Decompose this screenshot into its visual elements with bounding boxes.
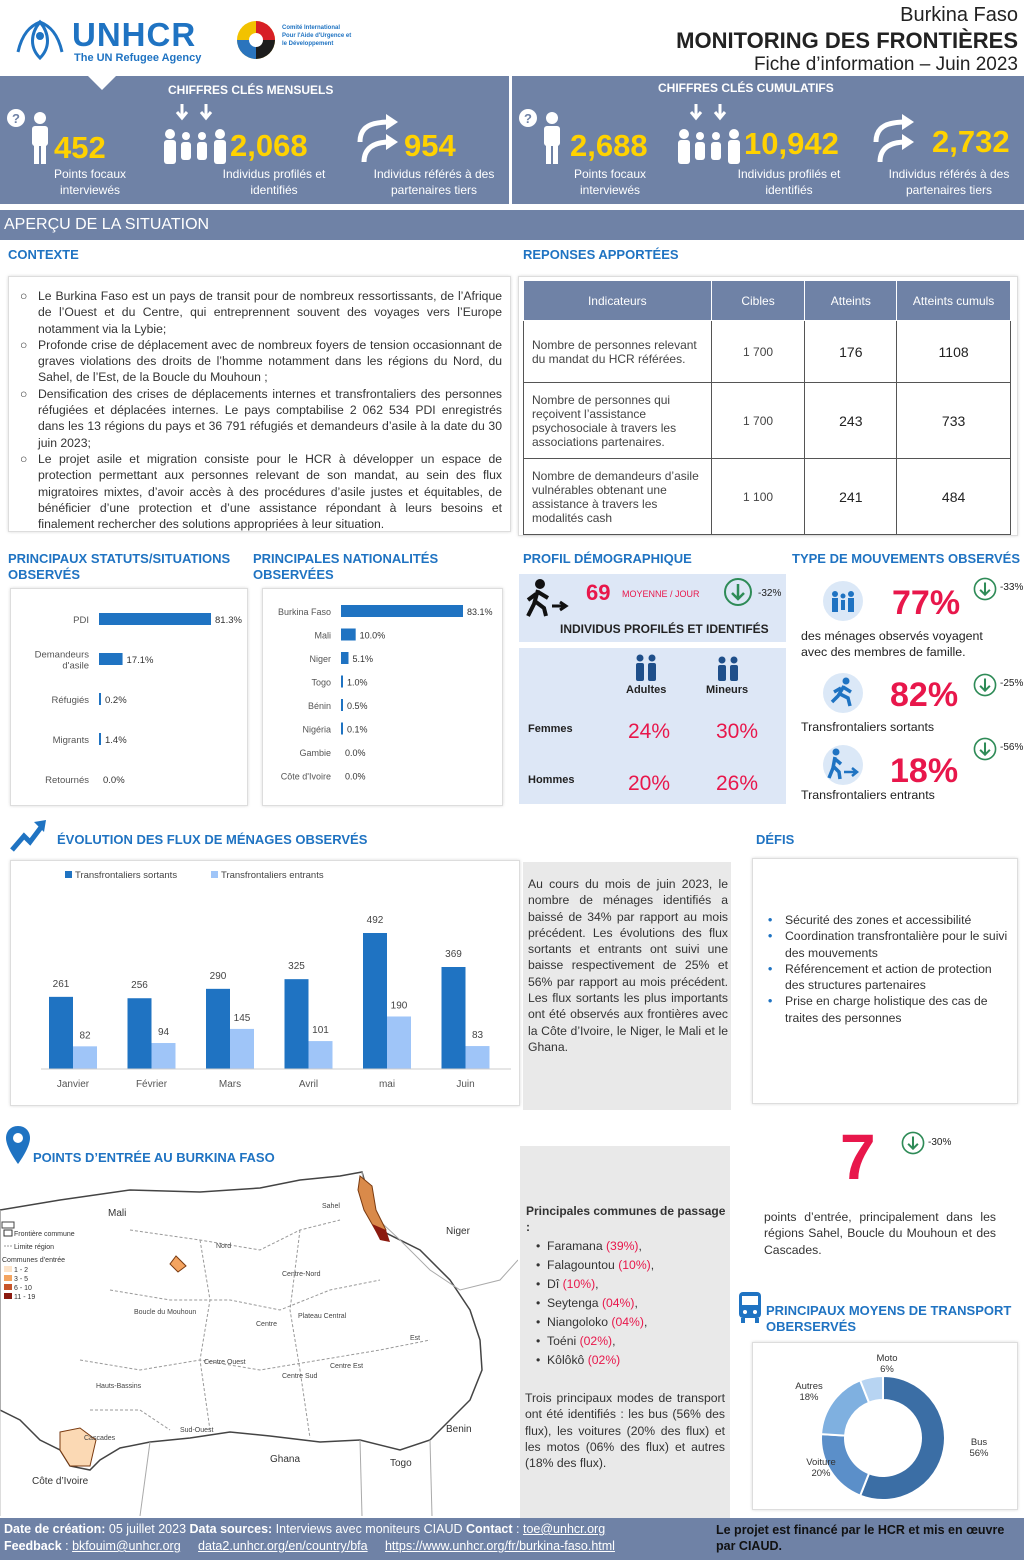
bar-category-label: PDI <box>73 615 89 626</box>
footer-sources: Interviews avec moniteurs CIAUD <box>272 1522 467 1536</box>
bar-value-label: 0.0% <box>103 775 125 786</box>
referral-arrows-icon <box>354 112 402 166</box>
list-item: • Falagountou (10%), <box>536 1258 655 1272</box>
mouv-2-label: Transfrontaliers sortants <box>801 720 935 734</box>
mouv-2-value: 82% <box>890 676 959 714</box>
demo-row-label: Hommes <box>528 774 575 786</box>
feedback-email-link[interactable]: bkfouim@unhcr.org <box>72 1539 181 1553</box>
map-label-region: Centre-Nord <box>282 1271 321 1278</box>
demo-avg: 69 <box>586 580 611 605</box>
bar-category-label: Burkina Faso <box>277 607 331 617</box>
table-header-row <box>524 281 1011 321</box>
bar-value-label: 83.1% <box>467 607 493 617</box>
demo-cell: 20% <box>628 772 671 795</box>
list-item: • Sécurité des zones et accessibilité <box>768 913 972 927</box>
table-cell: Nombre de personnes relevant du mandat du HCR référées. <box>524 321 712 383</box>
pie-slice <box>821 1380 869 1435</box>
statuts-panel <box>10 588 248 806</box>
mouv-3-value: 18% <box>890 752 959 790</box>
map-label-region: Centre Ouest <box>204 1359 246 1366</box>
demo-cell: 24% <box>628 720 671 743</box>
bar-category-label: Togo <box>311 677 331 688</box>
bus-icon <box>736 1290 764 1324</box>
pie-label: Voiture <box>806 1457 836 1468</box>
kpi-monthly-3-value: 954 <box>404 128 456 163</box>
kpi-cumul-2-label: Individus profilés et identifiés <box>737 167 841 197</box>
bar <box>152 1043 176 1069</box>
trend-down-icon <box>972 576 998 602</box>
x-tick-label: Juin <box>456 1079 475 1090</box>
pie-label: 56% <box>969 1448 989 1459</box>
person-running-icon <box>820 672 866 714</box>
bar-value-label: 325 <box>288 961 305 973</box>
bar-value-label: 369 <box>445 949 462 960</box>
mouv-3-label: Transfrontaliers entrants <box>801 788 935 802</box>
map-label-region: Cascades <box>84 1435 116 1442</box>
bar <box>128 998 152 1069</box>
referral-arrows-icon <box>870 112 918 166</box>
list-item: • Coordination transfrontalière pour le suivi des mouvements <box>768 929 1008 960</box>
trend-down-icon <box>900 1130 926 1156</box>
bar-value-label: 0.2% <box>105 695 127 706</box>
list-item: • Faramana (39%), <box>536 1239 642 1253</box>
bar-category-label: Migrants <box>52 735 89 746</box>
kpi-monthly-3-label: Individus référés à des partenaires tiers <box>373 167 495 197</box>
bar-value-label: 1.0% <box>347 677 368 688</box>
footer-line2: Feedback : bkfouim@unhcr.org data2.unhcr.org/en/country/bfa https://www.unhcr.org/fr/burkina-faso.html <box>4 1539 615 1553</box>
map-label-region: Nord <box>216 1243 232 1250</box>
bar <box>442 967 466 1069</box>
x-tick-label: Avril <box>298 1079 319 1090</box>
ciaud-logo <box>234 18 354 68</box>
pie-label: 6% <box>880 1364 894 1375</box>
minors-icon <box>716 656 740 682</box>
map-label-region: Centre Sud <box>282 1373 318 1380</box>
burkina-map <box>0 1170 518 1516</box>
pie-label: Bus <box>970 1437 988 1448</box>
contexte-item: ○ Profonde crise de déplacement avec de nombreux foyers de tension occasionnant de graves violations des droits de l’homme notamment dans les régions du Nord, du Sahel, de l’Est, de la Boucle du Mouhoun ; <box>20 337 502 385</box>
bar <box>99 693 101 705</box>
bar <box>206 989 230 1069</box>
statuts-title: PRINCIPAUX STATUTS/SITUATIONS OBSERVÉS <box>8 551 231 582</box>
mouv-3-trend: -56% <box>1000 742 1024 753</box>
map-label-region: Centre Est <box>330 1363 364 1370</box>
contexte-title: CONTEXTE <box>8 247 79 262</box>
bar-value-label: 290 <box>209 970 227 982</box>
evolution-panel <box>10 860 520 1106</box>
bar-value-label: 101 <box>312 1025 329 1037</box>
kpi-monthly-2-label: Individus profilés et identifiés <box>222 167 326 197</box>
map-label-country: Côte d’Ivoire <box>32 1476 89 1487</box>
page-title: MONITORING DES FRONTIÈRES <box>676 28 1018 53</box>
ciaud-name: Comité International Pour l'Aide d'Urgence et le Développement <box>282 25 352 47</box>
bar-value-label: 261 <box>52 978 70 990</box>
bar <box>341 699 343 711</box>
table-cell: 1 100 <box>711 459 805 535</box>
page-subtitle: Fiche d’information – Juin 2023 <box>753 54 1018 75</box>
bar-value-label: 256 <box>131 980 148 992</box>
footer-funding: Le projet est financé par le HCR et mis en œuvre par CIAUD. <box>716 1523 1005 1553</box>
person-question-icon <box>516 106 566 166</box>
map-label-region: Boucle du Mouhoun <box>134 1309 197 1316</box>
bar-category-label: Bénin <box>307 701 331 711</box>
demo-cell: 26% <box>716 772 759 795</box>
footer-date: 05 juillet 2023 <box>105 1522 190 1536</box>
list-item: • Prise en charge holistique des cas de traites des personnes <box>768 994 988 1025</box>
defis-list <box>768 912 1008 1026</box>
unhcr-tagline: The UN Refugee Agency <box>74 52 202 64</box>
bar-category-label: Mali <box>314 630 331 641</box>
communes-list <box>536 1237 654 1370</box>
nationalites-title: PRINCIPALES NATIONALITÉS OBSERVÉES <box>253 551 439 582</box>
bar-value-label: 82 <box>79 1030 91 1042</box>
svg-text:?: ? <box>524 111 532 126</box>
map-label-region: Plateau Central <box>298 1313 347 1320</box>
bar <box>99 613 211 625</box>
transport-title: PRINCIPAUX MOYENS DE TRANSPORT OBERSERVÉS <box>766 1303 1012 1334</box>
adults-icon <box>634 654 658 682</box>
bar <box>49 997 73 1069</box>
bar <box>387 1016 411 1069</box>
table-cell: 1 700 <box>711 321 805 383</box>
map-label-region: Est <box>410 1335 421 1342</box>
bar-value-label: 190 <box>390 1000 408 1012</box>
map-label-country: Togo <box>390 1458 412 1469</box>
person-question-icon <box>4 106 54 166</box>
x-tick-label: Janvier <box>56 1079 90 1090</box>
kpi-cumul-2 <box>674 100 864 204</box>
map-label-region: Hauts-Bassins <box>96 1383 142 1390</box>
kpi-cumul-1-label: Points focaux interviewés <box>573 167 647 197</box>
table-row <box>524 321 1011 383</box>
bar-value-label: 1.4% <box>105 735 127 746</box>
demo-trend: -32% <box>758 588 782 599</box>
footer-sources-label: Data sources: <box>189 1522 273 1536</box>
bar-category-label: Nigéria <box>302 724 331 735</box>
table-cell: 1108 <box>897 321 1011 383</box>
nationalites-chart <box>263 589 502 805</box>
svg-text:?: ? <box>12 111 20 126</box>
bar <box>99 733 101 745</box>
footer-contact-label: Contact <box>466 1522 513 1536</box>
footer-created-label: Date de création: <box>4 1522 106 1536</box>
bar-category-label: Réfugiés <box>51 695 89 706</box>
map-label-country: Benin <box>446 1424 472 1435</box>
col-atteints-cumuls: Atteints cumuls <box>897 281 1011 321</box>
trend-up-icon <box>8 816 48 854</box>
col-atteints: Atteints <box>805 281 897 321</box>
bar-category-label: Côte d'Ivoire <box>280 771 331 782</box>
kpi-cumul-1 <box>514 100 674 204</box>
bar <box>363 933 387 1069</box>
pie-label: Moto <box>876 1353 898 1364</box>
kpi-monthly-1-value: 452 <box>54 130 106 165</box>
footer-line1: Date de création: 05 juillet 2023 Data sources: Interviews avec moniteurs CIAUD Contact : toe@unhcr.org <box>4 1522 606 1536</box>
unhcr-logo <box>10 14 210 70</box>
col-indicateurs: Indicateurs <box>524 281 712 321</box>
list-item: • Référencement et action de protection des structures partenaires <box>768 961 992 993</box>
person-entering-icon <box>820 744 866 786</box>
bar-value-label: 145 <box>233 1012 251 1024</box>
bar-category-label: Retournés <box>45 775 89 786</box>
transport-panel <box>752 1342 1018 1510</box>
kpi-monthly-title: CHIFFRES CLÉS MENSUELS <box>168 83 334 97</box>
demo-col-adults: Adultes <box>626 684 667 696</box>
mouv-1-trend: -33% <box>1000 582 1024 593</box>
unhcr-wordmark: UNHCR <box>72 16 197 53</box>
table-row <box>524 459 1011 535</box>
bar-value-label: 0.1% <box>347 724 368 735</box>
bar-value-label: 492 <box>366 915 384 926</box>
list-item: • Dî (10%), <box>536 1277 599 1291</box>
statuts-chart <box>11 589 247 805</box>
bar-value-label: 0.0% <box>345 748 366 758</box>
bar <box>99 653 123 665</box>
map-label-country: Ghana <box>270 1454 301 1465</box>
footer-feedback-label: Feedback <box>4 1539 62 1553</box>
bar-value-label: 81.3% <box>215 615 242 626</box>
kpi-cumul-3-value: 2,732 <box>932 124 1010 159</box>
person-walking-icon <box>524 578 570 618</box>
table-cell: 176 <box>805 321 897 383</box>
bar-category-label: Demandeurs <box>34 649 89 661</box>
bar <box>73 1046 97 1069</box>
list-item: • Niangoloko (04%), <box>536 1315 648 1329</box>
bar-value-label: 94 <box>157 1027 170 1039</box>
bar <box>341 723 343 735</box>
map-legend-class: 3 - 5 <box>14 1276 29 1283</box>
kpi-cumul-1-value: 2,688 <box>570 128 648 163</box>
legend-label: Transfrontaliers sortants <box>75 870 178 881</box>
bar-value-label: 17.1% <box>126 655 154 666</box>
reponses-table <box>523 280 1011 535</box>
family-icon <box>162 102 230 166</box>
legend-swatch <box>211 871 218 878</box>
table-cell: 243 <box>805 383 897 459</box>
demo-caption: INDIVIDUS PROFILÉS ET IDENTIFÉS <box>560 622 769 636</box>
demo-col-minors: Mineurs <box>706 684 749 696</box>
demo-avg-label: MOYENNE / JOUR <box>622 589 700 599</box>
map-legend-item: Communes d’entrée <box>2 1257 66 1264</box>
map-label-country: Mali <box>108 1208 127 1219</box>
evolution-chart <box>11 861 519 1105</box>
bar-category-label: Niger <box>309 654 331 664</box>
kpi-cumul-3 <box>866 100 1024 204</box>
kpi-cumul-title: CHIFFRES CLÉS CUMULATIFS <box>658 81 834 95</box>
pie-label: 18% <box>799 1392 819 1403</box>
data-portal-link[interactable]: data2.unhcr.org/en/country/bfa <box>198 1539 368 1553</box>
legend-label: Transfrontaliers entrants <box>221 870 324 881</box>
unhcr-country-link[interactable]: https://www.unhcr.org/fr/burkina-faso.html <box>384 1539 615 1553</box>
bar-value-label: 5.1% <box>352 654 374 664</box>
transport-chart <box>753 1343 1017 1509</box>
bar <box>341 605 463 617</box>
evolution-text: Au cours du mois de juin 2023, le nombre de ménages identifiés a baissé de 34% par rapport au mois précédent. Les évolutions des flux sortants et entrants ont suivi une baisse respectivement de 25% et 56% par rapport au mois précédent. Les flux sortants les plus importants ont été observés aux frontières avec la Côte d’Ivoire, le Niger, le Mali et le Ghana. <box>528 877 728 1054</box>
points-title: POINTS D’ENTRÉE AU BURKINA FASO <box>33 1150 275 1165</box>
contact-email-link[interactable]: toe@unhcr.org <box>522 1522 606 1536</box>
demo-row-label: Femmes <box>528 723 573 735</box>
kpi-monthly-1 <box>0 100 170 204</box>
bar-category-label: Gambie <box>299 748 331 758</box>
map-legend-item: Limite région <box>14 1244 55 1251</box>
points-count: 7 <box>840 1121 876 1193</box>
bar <box>341 629 356 641</box>
map <box>0 1170 518 1516</box>
location-pin-icon <box>4 1124 32 1166</box>
table-cell: 241 <box>805 459 897 535</box>
trend-down-icon <box>722 576 754 608</box>
family-walking-icon <box>820 580 866 622</box>
transport-text: Trois principaux modes de transport ont été identifiés : les bus (56% des flux), les voitures (20% des flux) et les motos (06% des flux) et autres (18% des flux). <box>525 1391 725 1471</box>
x-tick-label: mai <box>378 1079 396 1090</box>
bar <box>341 652 348 664</box>
country-name: Burkina Faso <box>900 4 1018 26</box>
bar <box>285 979 309 1069</box>
mouv-1-value: 77% <box>892 584 961 622</box>
table-cell: 484 <box>897 459 1011 535</box>
ciaud-emblem-icon <box>234 18 278 68</box>
map-legend-class: 11 - 19 <box>14 1294 36 1301</box>
communes-title: Principales communes de passage : <box>526 1204 726 1234</box>
contexte-item: ○ Densification des crises de déplacements internes et transfrontaliers des personnes réfugiées et déplacées internes. Le pays comptabilise 2 062 534 PDI enregistrés dans les 13 régions du pays et 36 791 réfugiés et demandeurs d’asile à la date du 30 juin 2023; <box>20 386 502 450</box>
trend-down-icon <box>972 736 998 762</box>
bar-value-label: 0.0% <box>345 771 366 782</box>
kpi-monthly-1-label: Points focaux interviewés <box>53 167 127 197</box>
demo-title: PROFIL DÉMOGRAPHIQUE <box>523 551 692 566</box>
list-item: • Kôlôkô (02%) <box>536 1353 621 1367</box>
bar <box>341 676 343 688</box>
pie-label: Autres <box>795 1381 823 1392</box>
table-row <box>524 383 1011 459</box>
apercu-title: APERÇU DE LA SITUATION <box>4 216 210 233</box>
map-legend-class: 6 - 10 <box>14 1285 32 1292</box>
mouv-1-label: des ménages observés voyagent avec des membres de famille. <box>801 629 983 659</box>
contexte-item: ○ Le projet asile et migration consiste pour le HCR à développer un espace de protection permettant aux personnes relevant de son mandat, au sein des flux migratoires mixtes, d’avoir accès à des procédures d’asile justes et équitables, de bénéficier d’une protection et d’une assistance répondant à leurs besoins et finalement rechercher des solutions appropriées à leur situation. <box>20 451 502 532</box>
kpi-monthly-3 <box>350 100 510 204</box>
map-label-region: Sahel <box>322 1203 340 1210</box>
kpi-notch <box>88 76 116 90</box>
list-item: • Toéni (02%), <box>536 1334 616 1348</box>
kpi-cumul-3-label: Individus référés à des partenaires tiers <box>888 167 1010 197</box>
family-icon <box>676 102 744 166</box>
legend-swatch <box>65 871 72 878</box>
map-legend-item: Frontière commune <box>14 1231 75 1238</box>
list-item: • Seytenga (04%), <box>536 1296 638 1310</box>
reponses-title: REPONSES APPORTÉES <box>523 247 679 262</box>
points-trend: -30% <box>928 1137 952 1148</box>
trend-down-icon <box>972 672 998 698</box>
bar <box>230 1029 254 1069</box>
points-text: points d’entrée, principalement dans les régions Sahel, Boucle du Mouhoun et des Cascades. <box>764 1210 996 1257</box>
map-label-region: Sud-Ouest <box>180 1427 214 1434</box>
x-tick-label: Mars <box>218 1079 242 1090</box>
contexte-list <box>18 288 502 532</box>
bar <box>309 1041 333 1069</box>
kpi-monthly-2-value: 2,068 <box>230 128 308 163</box>
kpi-cumul-2-value: 10,942 <box>744 126 839 161</box>
bar <box>466 1046 490 1069</box>
bar-value-label: 0.5% <box>347 701 368 711</box>
table-cell: Nombre de personnes qui reçoivent l’assistance psychosociale à travers les associations partenaires. <box>524 383 712 459</box>
bar-category-label: d'asile <box>62 660 89 672</box>
table-cell: 1 700 <box>711 383 805 459</box>
mouv-2-trend: -25% <box>1000 678 1024 689</box>
bar-value-label: 83 <box>471 1030 484 1042</box>
nationalites-panel <box>262 588 503 806</box>
mouvements-title: TYPE DE MOUVEMENTS OBSERVÉS <box>792 551 1021 566</box>
kpi-monthly-2 <box>160 100 340 204</box>
demo-cell: 30% <box>716 720 759 743</box>
map-label-country: Niger <box>446 1226 470 1237</box>
col-cibles: Cibles <box>711 281 805 321</box>
evolution-title: ÉVOLUTION DES FLUX DE MÉNAGES OBSERVÉS <box>57 832 368 847</box>
contexte-item: ○ Le Burkina Faso est un pays de transit pour de nombreux ressortissants, de l’Afrique de l’Ouest et du Centre, qui entreprennent souvent des voyages vers l’Europe notamment via la Lybie; <box>20 289 502 336</box>
map-label-region: Centre <box>256 1321 278 1328</box>
unhcr-emblem-icon <box>10 14 70 66</box>
map-legend-class: 1 - 2 <box>14 1267 29 1274</box>
x-tick-label: Février <box>135 1079 168 1090</box>
bar-value-label: 10.0% <box>359 630 386 641</box>
table-cell: Nombre de demandeurs d’asile vulnérables obtenant une assistance à travers les modalités cash <box>524 459 712 535</box>
defis-title: DÉFIS <box>756 832 795 847</box>
table-cell: 733 <box>897 383 1011 459</box>
pie-label: 20% <box>811 1468 831 1479</box>
